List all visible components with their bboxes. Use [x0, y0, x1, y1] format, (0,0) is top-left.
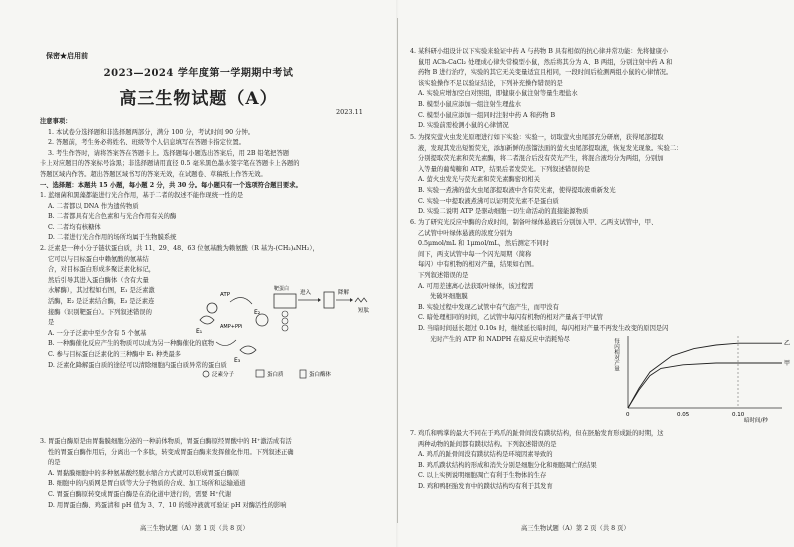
q5-option-c: C. 实验一中提取液煮沸可以证明荧光素不是蛋白质 — [418, 197, 559, 205]
note-item: 2. 答题前，考生务必将姓名、班级等个人信息填写在答题卡指定位置。 — [48, 139, 245, 147]
ubiquitin-chain-mark — [282, 325, 288, 331]
q6-option-d-cont: 光时产生的 ATP 和 NADPH 在暗反应中消耗殆尽 — [430, 335, 570, 343]
exam-term: 2023—2024 学年度第一学期期中考试 — [103, 68, 294, 79]
question-6 — [410, 218, 668, 345]
proteasome-mark — [324, 292, 334, 308]
q3-line: 的是 — [48, 459, 61, 467]
ubiquitin-molecule-mark — [207, 303, 217, 313]
page-1-footer: 高三生物试题（A）第 1 页（共 8 页） — [140, 525, 249, 532]
q6-line: 下列叙述错误的是 — [418, 271, 469, 279]
x-tick-label: 0.10 — [732, 412, 745, 418]
q3-line: 性的胃蛋白酶作用后，分离出一个多肽，转变成胃蛋白酶来发挥催化作用。下列叙述正确 — [48, 448, 294, 456]
q2-option-d: D. 泛素化降解蛋白质的途径可以清除细胞内蛋白质异常的蛋白质 — [48, 361, 227, 369]
series-label-yi: 乙 — [784, 340, 791, 348]
question-4 — [410, 47, 672, 132]
ubiquitin-pathway-diagram — [190, 280, 390, 382]
q1-option-b: B. 二者都具有光合色素和与光合作用有关的酶 — [48, 213, 177, 221]
q1-option-c: C. 二者均有核糖体 — [48, 223, 101, 231]
q2-line: 它可以与目标蛋白中赖氨酸的氨基结 — [48, 255, 149, 263]
series-line-jia — [628, 363, 782, 408]
q4-option-a: A. 实验应增加空白对照组，即健康小鼠注射等量生理盐水 — [418, 90, 578, 98]
legend-proteasome: 蛋白酶体 — [309, 372, 332, 378]
exam-date: 2023.11 — [336, 108, 363, 116]
arrow-return — [216, 340, 236, 346]
q3-option-c: C. 胃蛋白酶原转变成胃蛋白酶是在消化道中进行的，需要 H⁺代谢 — [48, 490, 232, 498]
question-5 — [410, 133, 682, 218]
q3-option-d: D. 用胃蛋白酶、鸡蛋清和 pH 值为 3、7、10 的缓冲液就可验证 pH 对酶活性的影响 — [48, 501, 287, 509]
note-item: 3. 考生作答时，请将答案答在答题卡上。选择题每小题选出答案后，用 2B 铅笔把答题 — [48, 149, 290, 157]
q2-option-a: A. 一分子泛素中至少含有 5 个氨基 — [48, 329, 147, 337]
q2-option-b: B. 一种酶催化反应产生的物质可以成为另一种酶催化的底物 — [48, 340, 215, 348]
q4-option-d: D. 实验前需检测小鼠的心律情况 — [418, 122, 509, 130]
degrade-label: 降解 — [338, 290, 350, 296]
q6-chart — [606, 330, 794, 430]
q6-option-a-cont: 先破坏细胞膜 — [430, 293, 468, 301]
q6-option-d: D. 当暗时间延长超过 0.10s 时，继续延长暗时间，每闪相对产量不再发生改变的原因是闪 — [418, 324, 669, 332]
q6-option-c: C. 暗处理相同的时间，乙试管中每闪有机物的相对产量高于甲试管 — [418, 314, 603, 322]
q5-option-a: A. 萤火虫发光与荧光素和荧光素酶密切相关 — [418, 176, 540, 184]
q1-stem: 1. 蓝细菌和黑藻都能进行光合作用，基于二者的叙述不能作现统一性的是 — [40, 192, 244, 199]
q6-line: 间下，两支试管中每一个闪光周期（简称 — [418, 250, 532, 258]
q7-option-a: A. 鸡爪的趾骨间没有蹼状结构是环境因素导致的 — [418, 451, 553, 459]
e2-label: E₂ — [254, 309, 261, 316]
arrow-e1-e2 — [230, 297, 252, 304]
legend-protein-mark — [256, 370, 264, 377]
q6-option-a: A. 可用差速离心法获取叶绿体，该过程需 — [418, 282, 534, 290]
q7-option-d: D. 鸡和鸭胚胎发育中的蹼状结构均有利于其发育 — [418, 482, 553, 490]
q5-line: 液，发现其发出短暂荧光，添加新鲜的蒸馏法面的萤火虫尾部提取液，恢复发光现象。实验二： — [418, 144, 683, 152]
question-3 — [40, 437, 294, 511]
q4-option-b: B. 模型小鼠应添加一组注射生理盐水 — [418, 100, 522, 108]
q4-line: 药物 B 进行治疗，实验的其它无关变量适宜且相同，一段时间后检测两组小鼠的心律情况。 — [418, 69, 673, 77]
q2-line: 合，对目标蛋白形成多聚泛素化标记， — [48, 266, 156, 274]
q2-line: 是 — [48, 319, 55, 327]
e3-enzyme-mark — [240, 346, 256, 354]
q5-option-d: D. 实验二说明 ATP 是驱动细胞一切生命活动的直接能源物质 — [418, 208, 589, 216]
atp-label: ATP — [220, 292, 231, 298]
q5-line: 入等量的葡萄糖和 ATP，结果后者发荧光。下列叙述错误的是 — [418, 165, 591, 173]
legend-ubiquitin-mark — [203, 371, 209, 377]
series-line-yi — [628, 343, 782, 408]
x-tick-label: 0 — [626, 412, 630, 418]
e1-label: E₁ — [196, 328, 203, 335]
y-axis-label: 每闪相对产量 — [613, 338, 619, 371]
x-axis-label: 暗时间/秒 — [744, 418, 768, 424]
q3-option-b: B. 细胞中的内质网是胃白质等大分子物质的合成、加工场所和运输通道 — [48, 480, 246, 488]
ubiquitin-chain-mark — [282, 311, 288, 317]
enter-arrowhead — [318, 298, 321, 302]
q2-option-c: C. 参与目标蛋白泛素化的三种酶中 E₁ 种类最多 — [48, 350, 182, 358]
question-1 — [40, 191, 243, 244]
peptide-label: 短肽 — [358, 308, 370, 314]
secret-label: 保密★启用前 — [46, 51, 88, 60]
q3-line: 3. 胃蛋白酶原是由胃黏膜细胞分泌的一种前体物质，胃蛋白酶原经胃酸中的 H⁺激活成有活 — [40, 438, 292, 445]
q5-option-b: B. 实验一煮沸的萤火虫尾部提取液中含有荧光素，使得提取液重新发光 — [418, 186, 616, 194]
legend-protein: 蛋白质 — [267, 372, 284, 378]
q7-option-b: B. 鸡爪蹼状结构的形成和消失分别是细胞分化和细胞凋亡的结果 — [418, 461, 597, 469]
q5-line: 5. 为探究萤火虫发光原理进行如下实验：实验一，切取萤火虫尾部充分研磨，获得尾部提取 — [410, 134, 664, 141]
q6-option-b: B. 实验过程中发现乙试管中有气泡产生，而甲没有 — [418, 303, 559, 311]
q2-line: 2. 泛素是一种小分子链状蛋白质，共 11、29、48、63 位氨基酸为赖氨酸（R 基为-(CH₂)₄NH₂）， — [40, 245, 319, 252]
section-heading: 一、选择题：本题共 15 小题，每小题 2 分，共 30 分。每小题只有一个选项符合题目要求。 — [40, 181, 302, 189]
target-label: 靶蛋白 — [274, 286, 290, 292]
target-protein-mark — [274, 294, 296, 308]
page-2 — [397, 0, 794, 547]
q3-option-a: A. 胃黏膜细胞中的多种氨基酸经脱水缩合方式就可以形成胃蛋白酶原 — [48, 469, 240, 477]
note-item: 答题区域内作答。超出答题区域书写的答案无效，在试题卷、草稿纸上作答无效。 — [40, 170, 267, 178]
ubiquitin-chain-mark — [282, 318, 288, 324]
e3-label: E₃ — [234, 357, 241, 364]
x-tick-label: 0.05 — [677, 412, 690, 418]
q2-line: 接酶（识别靶蛋白）。下列叙述错误的 — [48, 308, 152, 316]
notes-block — [40, 117, 302, 191]
exam-title: 高三生物试题（A） — [119, 89, 278, 109]
q7-line: 两种动物的趾间都有蹼状结构。下列叙述错误的是 — [418, 440, 557, 448]
q5-line: 分别提取荧光素和荧光素酶，将二者混合后没有荧光产生，将混合液均分为两组，分别加 — [418, 155, 664, 163]
e1-enzyme-mark — [200, 316, 214, 324]
q4-option-c: C. 模型小鼠应添加一组同时注射中药 A 和药物 B — [418, 111, 556, 119]
q4-line: 4. 某科研小组设计以下实验来验证中药 A 与药物 B 具有相似的抗心律并常功能：先将健康小 — [410, 48, 669, 55]
enter-label: 进入 — [300, 290, 312, 296]
q1-option-a: A. 二者都以 DNA 作为遗传物质 — [48, 202, 139, 210]
q2-line: 然后引导其进入蛋白酶体（含有大量 — [48, 276, 149, 284]
amp-label: AMP+PPi — [220, 324, 243, 330]
notes-heading: 注意事项： — [40, 118, 72, 125]
q1-option-d: D. 二者进行光合作用的场所均属于生物膜系统 — [48, 234, 177, 242]
degrade-arrowhead — [350, 298, 353, 302]
question-7 — [410, 429, 664, 493]
series-label-jia: 甲 — [784, 360, 791, 367]
q6-line: 0.5μmol/mL 和 1μmol/mL，然后测定不同时 — [418, 240, 549, 248]
short-peptide-mark — [355, 298, 367, 302]
q4-line: 鼠用 ACh-CaCl₂ 处理成心律失常模型小鼠，然后将其分为 A、B 两组，分别注射中药 A 和 — [418, 58, 673, 66]
q7-option-c: C. 以上实例说明细胞凋亡有利于生物体的生存 — [418, 472, 547, 480]
q6-chart-svg — [606, 330, 794, 430]
q7-line: 7. 鸡爪和鸭掌的最大不同在于鸡爪的趾骨间没有蹼状结构，但在胚胎发育形成趾的时期，这 — [410, 430, 664, 437]
legend-proteasome-mark — [300, 370, 306, 378]
q6-line: 乙试管中叶绿体悬液的浓度分别为 — [418, 229, 513, 237]
note-item: 卡上对应题目的答案标号涂黑；非选择题请用直径 0.5 毫米黑色墨水签字笔在答题卡上各题的 — [40, 160, 300, 168]
q2-line: 活酶，E₂ 是泛素结合酶，E₃ 是泛素连 — [48, 297, 155, 305]
ubiquitin-pathway-figure — [190, 280, 390, 382]
q4-line: 该实验操作不足以验证结论，下列补充操作错误的是 — [418, 79, 563, 87]
q6-line: 6. 为了研究光反应中酶的合成时间，制备叶绿体悬液后分别加入甲、乙两支试管中，甲、 — [410, 219, 658, 226]
legend-ubiquitin: 泛素分子 — [212, 372, 235, 378]
q2-line: 水解酶），其过程如右图，E₁ 是泛素激 — [48, 287, 155, 295]
page-2-footer: 高三生物试题（A）第 2 页（共 8 页） — [521, 525, 630, 532]
q6-line: 每闪）中有机物的相对产量，结果如右图。 — [418, 261, 538, 269]
note-item: 1. 本试卷分选择题和非选择题两部分，满分 100 分，考试时间 90 分钟。 — [48, 128, 255, 136]
